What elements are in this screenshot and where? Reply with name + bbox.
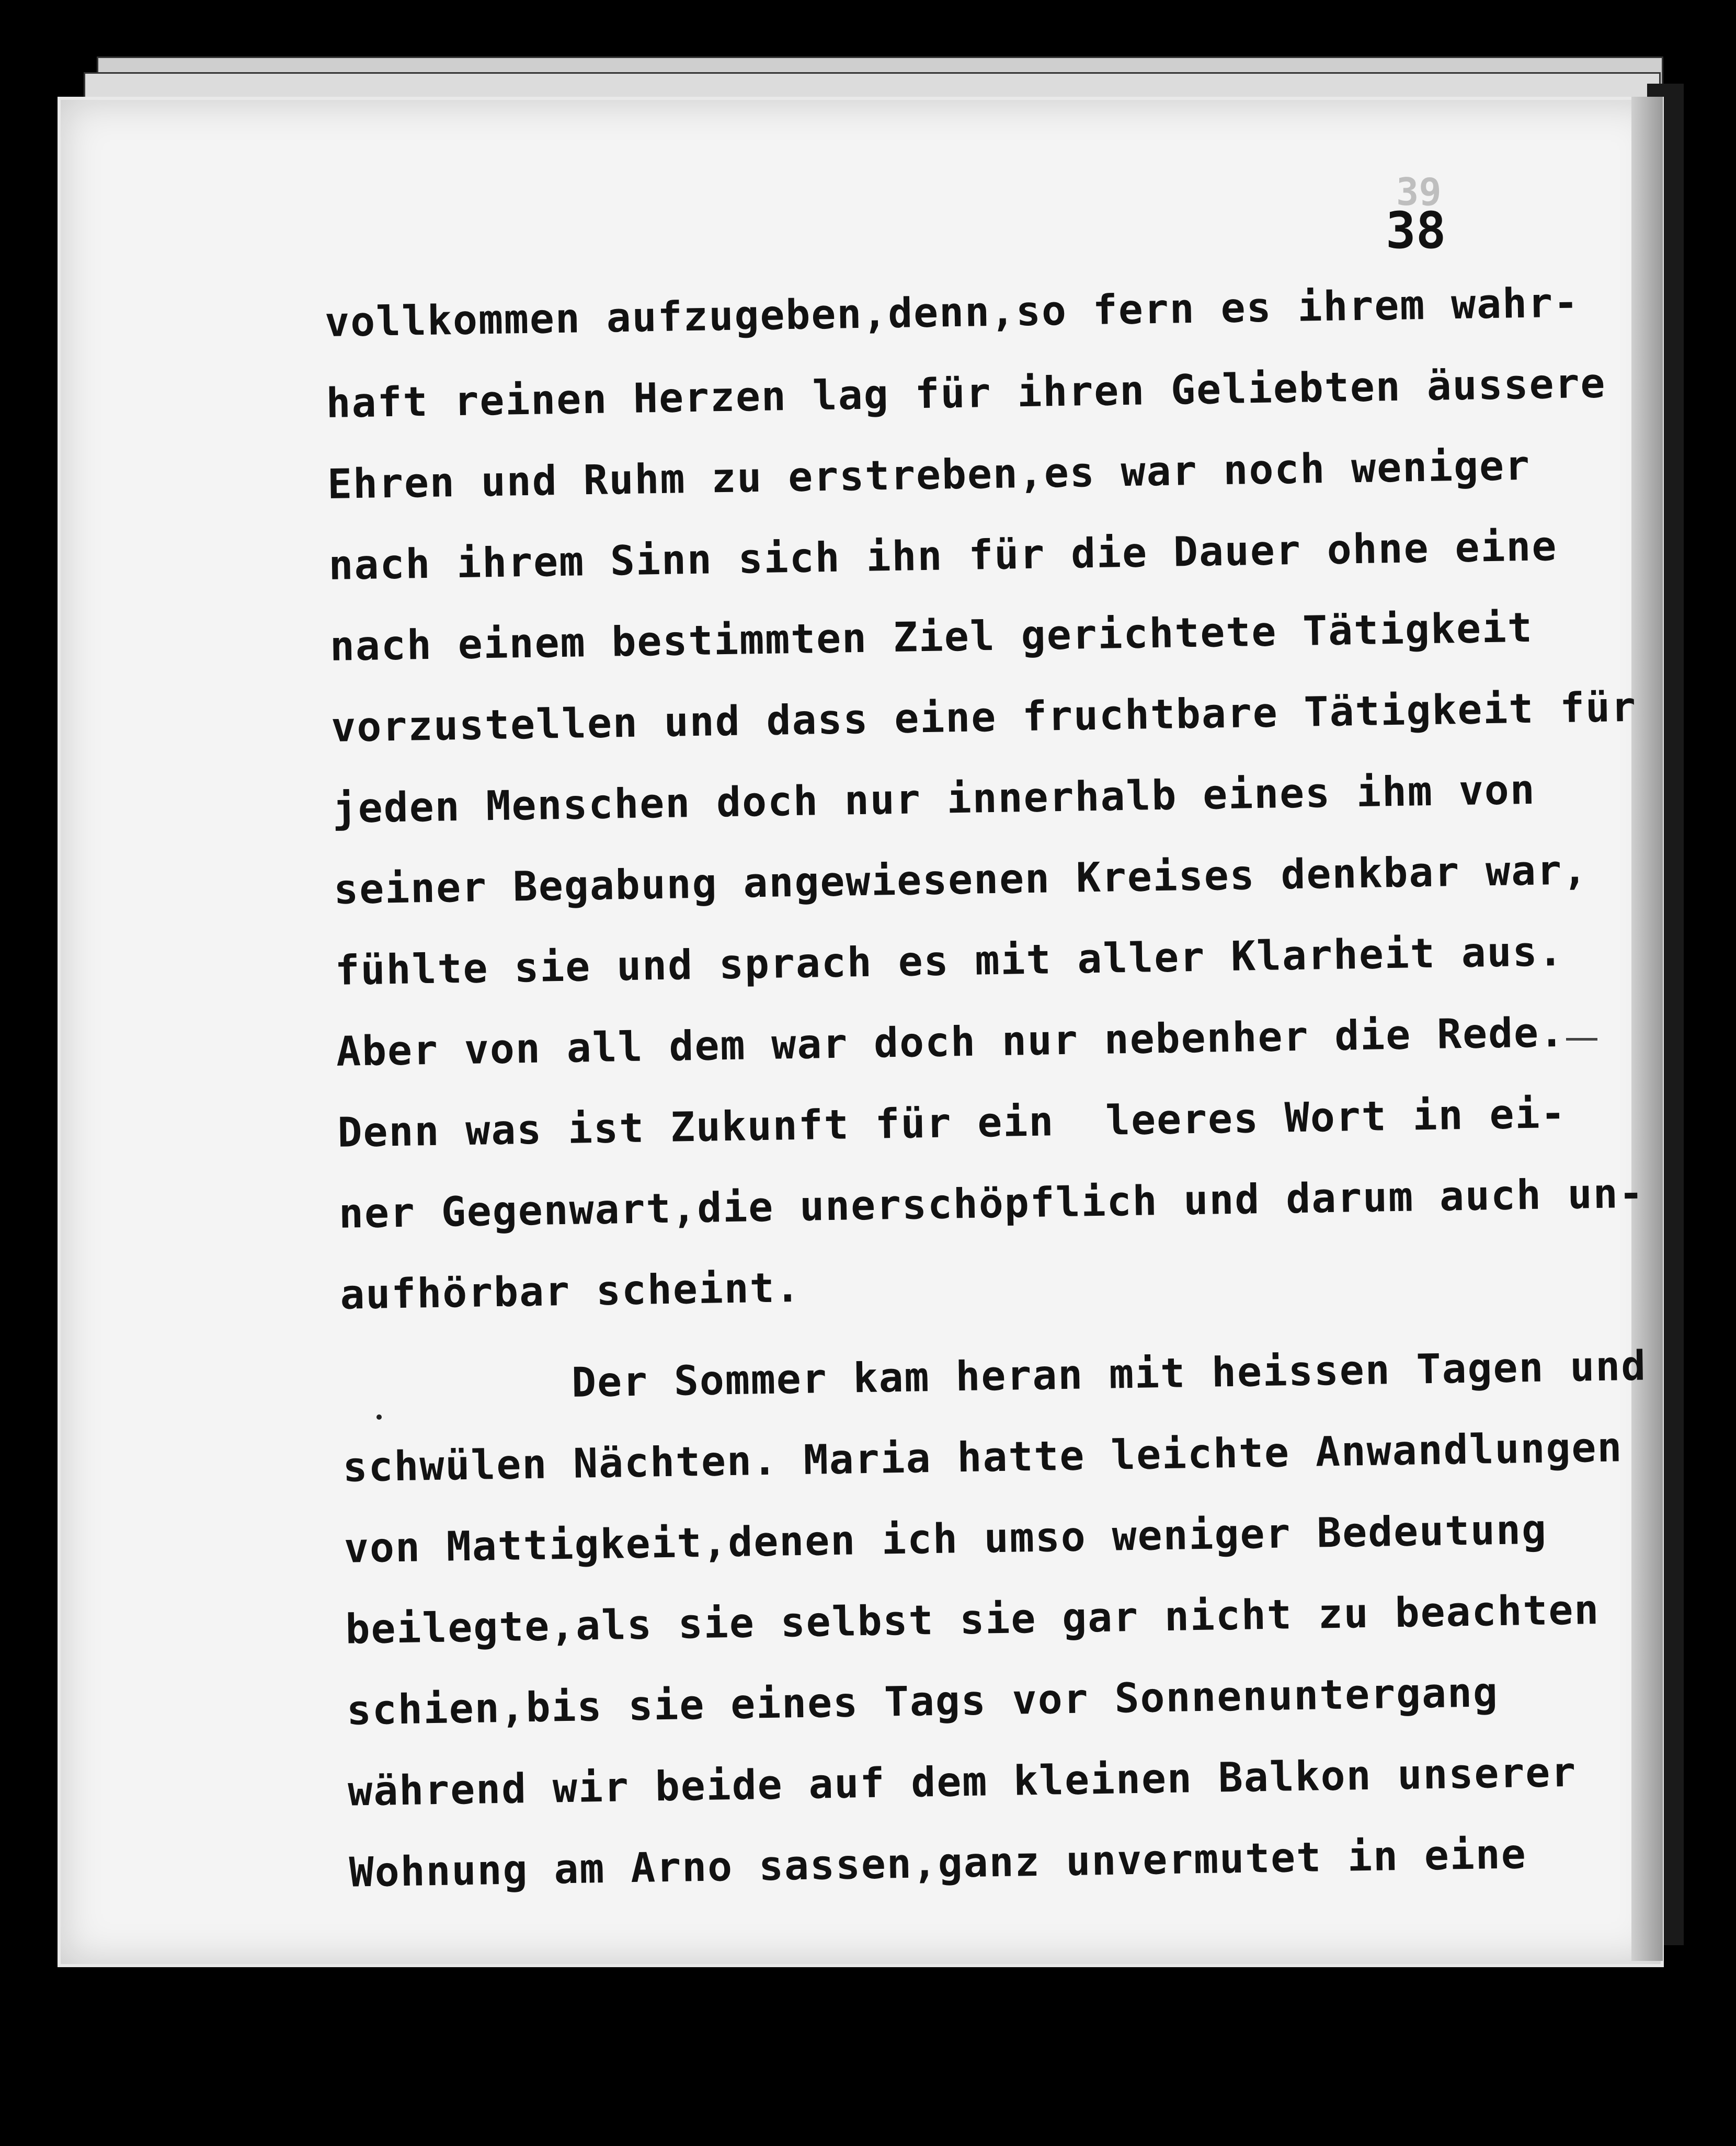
text-line: vollkommen aufzugeben,denn,so fern es ihrem wahr- [324,279,1580,346]
text-line: während wir beide auf dem kleinen Balkon unserer [347,1749,1577,1816]
text-line: Wohnung am Arno sassen,ganz unvermutet in eine [349,1831,1527,1897]
text-line: jeden Menschen doch nur innerhalb eines ihm von [332,766,1536,832]
text-line: Denn was ist Zukunft für ein leeres Wort in ei- [337,1090,1567,1157]
faint-page-number: 39 [1396,170,1442,214]
text-line: seiner Begabung angewiesenen Kreises denkbar war, [333,847,1589,914]
text-line: schwülen Nächten. Maria hatte leichte Anwandlungen [342,1424,1624,1491]
text-line: fühlte sie und sprach es mit aller Klarheit aus. [334,928,1564,995]
text-line: nach einem bestimmten Ziel gerichtete Tätigkeit [329,604,1534,670]
text-line: Ehren und Ruhm zu erstreben,es war noch weniger [327,442,1531,508]
text-line: Der Sommer kam heran mit heissen Tagen und [571,1342,1647,1407]
text-line: vorzustellen und dass eine fruchtbare Tätigkeit für [330,683,1637,751]
text-line: haft reinen Herzen lag für ihren Geliebten äussere [325,360,1607,427]
text-line: schien,bis sie eines Tags vor Sonnenuntergang [346,1669,1499,1734]
text-line: von Mattigkeit,denen ich umso weniger Bedeutung [344,1506,1548,1572]
text-line: ner Gegenwart,die unerschöpflich und darum auch un- [338,1170,1645,1238]
typewritten-text [324,262,1657,1914]
text-line: Aber von all dem war doch nur nebenher die Rede. [336,1009,1566,1076]
margin-mark [1566,1038,1597,1041]
text-line: aufhörbar scheint. [339,1264,802,1319]
text-line: nach ihrem Sinn sich ihn für die Dauer ohne eine [328,523,1558,589]
page-number: 38 [1386,201,1446,260]
ink-speck [376,1414,382,1420]
text-line: beilegte,als sie selbst sie gar nicht zu beachten [345,1586,1600,1653]
